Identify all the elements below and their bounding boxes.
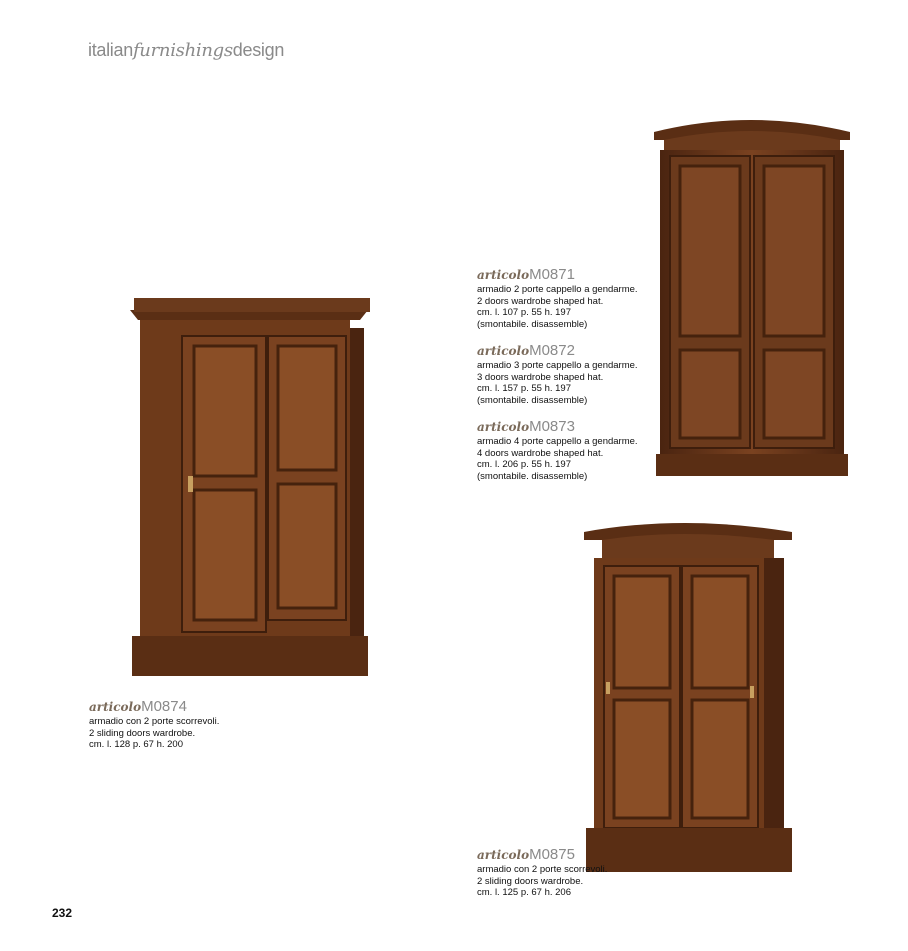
- desc-line: 2 sliding doors wardrobe.: [477, 875, 584, 887]
- desc-line: cm. l. 128 p. 67 h. 200: [89, 739, 184, 750]
- articolo-label: articolo: [477, 848, 530, 862]
- item-code: [477, 846, 607, 864]
- item-code-value: M0875: [529, 846, 575, 863]
- desc-line: armadio con 2 porte scorrevoli.: [477, 864, 608, 875]
- desc-line: cm. l. 206 p. 55 h. 197: [477, 459, 572, 470]
- desc-line: (smontabile. disassemble): [477, 394, 588, 406]
- desc-line: (smontabile. disassemble): [477, 318, 588, 330]
- item-code-value: M0871: [529, 266, 575, 283]
- item-code: [477, 266, 638, 284]
- wardrobe-m0871-image: [650, 114, 855, 479]
- desc-line: armadio 4 porte cappello a gendarme.: [477, 436, 638, 447]
- brand-logo: [88, 40, 284, 61]
- brand-post: design: [232, 40, 285, 60]
- desc-line: 4 doors wardrobe shaped hat.: [477, 447, 604, 459]
- brand-pre: italian: [88, 40, 133, 60]
- item-code: [89, 698, 219, 716]
- articolo-label: articolo: [477, 268, 530, 282]
- item-code: [477, 418, 638, 436]
- wardrobe-m0875-image: [582, 518, 796, 876]
- desc-line: cm. l. 125 p. 67 h. 206: [477, 887, 572, 898]
- item-m0874: [89, 698, 219, 751]
- page-number: 232: [52, 906, 73, 920]
- wardrobe-m0874-image: [128, 298, 373, 678]
- desc-line: cm. l. 157 p. 55 h. 197: [477, 383, 572, 394]
- item-code-value: M0872: [529, 342, 575, 359]
- item-m0871: [477, 266, 638, 330]
- item-m0873: [477, 418, 638, 482]
- desc-line: (smontabile. disassemble): [477, 470, 588, 482]
- desc-line: armadio 2 porte cappello a gendarme.: [477, 284, 638, 295]
- item-code-value: M0873: [529, 418, 575, 435]
- desc-line: armadio 3 porte cappello a gendarme.: [477, 360, 638, 371]
- desc-line: 2 sliding doors wardrobe.: [89, 727, 196, 739]
- item-m0875: [477, 846, 607, 899]
- item-m0872: [477, 342, 638, 406]
- brand-script: furnishings: [132, 40, 233, 61]
- desc-line: cm. l. 107 p. 55 h. 197: [477, 307, 572, 318]
- item-code: [477, 342, 638, 360]
- item-code-value: M0874: [141, 698, 187, 715]
- desc-line: 2 doors wardrobe shaped hat.: [477, 295, 604, 307]
- articolo-label: articolo: [477, 420, 530, 434]
- desc-line: armadio con 2 porte scorrevoli.: [89, 716, 220, 727]
- articolo-label: articolo: [477, 344, 530, 358]
- desc-line: 3 doors wardrobe shaped hat.: [477, 371, 604, 383]
- articolo-label: articolo: [89, 700, 142, 714]
